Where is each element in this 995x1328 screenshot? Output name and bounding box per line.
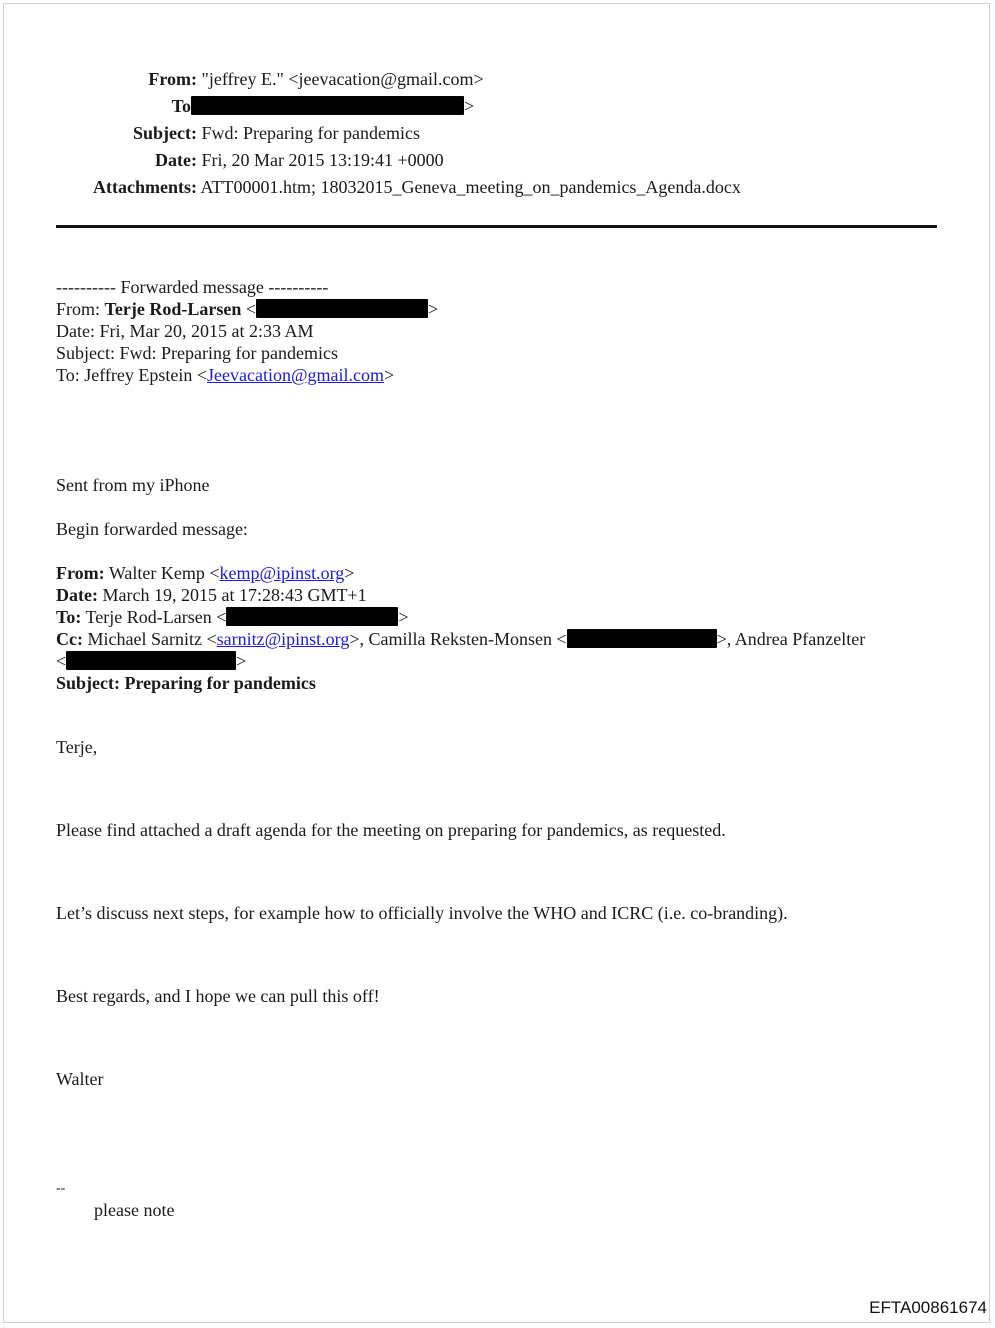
- body-signoff: Walter: [56, 1069, 104, 1089]
- forward2-to-label: To:: [56, 607, 82, 627]
- sent-from-line: Sent from my iPhone: [56, 475, 210, 495]
- header-to-suffix: >: [464, 96, 475, 116]
- header-from-label: From:: [148, 69, 197, 89]
- redaction-box: [191, 96, 464, 115]
- forward1-to-email-link[interactable]: Jeevacation@gmail.com: [207, 365, 385, 385]
- forward2-from-prefix: Walter Kemp <: [104, 563, 220, 583]
- body-paragraph-3: Best regards, and I hope we can pull this off!: [56, 986, 380, 1006]
- forward2-from-label: From:: [56, 563, 105, 583]
- forward2-date-label: Date:: [56, 585, 98, 605]
- body-paragraph-2: Let’s discuss next steps, for example how to officially involve the WHO and ICRC (i.e. co-branding).: [56, 903, 788, 923]
- forward2-cc-line2-open: <: [56, 651, 67, 671]
- forward2-cc-label: Cc:: [56, 629, 83, 649]
- header-divider: [56, 225, 937, 228]
- forward1-from-row: [56, 298, 438, 320]
- forward2-to-value: Terje Rod-Larsen <: [81, 607, 227, 627]
- forward1-divider: ---------- Forwarded message ----------: [56, 277, 329, 297]
- forward1-to-suffix: >: [384, 365, 395, 385]
- signature-separator: --: [56, 1181, 66, 1196]
- body-greeting: Terje,: [56, 737, 98, 757]
- forward2-date-value: March 19, 2015 at 17:28:43 GMT+1: [97, 585, 367, 605]
- forward1-from-open: <: [241, 299, 256, 319]
- signature-note: please note: [94, 1200, 175, 1220]
- forward2-from-email-link[interactable]: kemp@ipinst.org: [219, 563, 345, 583]
- forward2-from-row: [56, 562, 354, 584]
- forward2-to-suffix: >: [398, 607, 409, 627]
- forward1-to-row: [56, 364, 394, 386]
- body-paragraph-1: Please find attached a draft agenda for the meeting on preparing for pandemics, as requested.: [56, 820, 726, 840]
- header-subject-row: [84, 122, 420, 144]
- redaction-box: [66, 651, 236, 670]
- header-date-row: [84, 149, 444, 171]
- forward1-from-close: >: [428, 299, 439, 319]
- forward2-cc-line2-close: >: [236, 651, 247, 671]
- forward2-subject: Subject: Preparing for pandemics: [56, 673, 316, 693]
- forward1-date: Date: Fri, Mar 20, 2015 at 2:33 AM: [56, 321, 314, 341]
- forward2-cc-prefix: Michael Sarnitz <: [82, 629, 217, 649]
- redaction-box: [256, 299, 428, 318]
- forward1-from-name: Terje Rod-Larsen: [104, 299, 242, 319]
- document-id: EFTA00861674: [869, 1298, 987, 1317]
- begin-forwarded-line: Begin forwarded message:: [56, 519, 248, 539]
- redaction-box: [226, 607, 398, 626]
- header-from-value: "jeffrey E." <jeevacation@gmail.com>: [201, 69, 484, 89]
- forward1-subject: Subject: Fwd: Preparing for pandemics: [56, 343, 338, 363]
- forward2-from-suffix: >: [344, 563, 355, 583]
- header-attachments-value: ATT00001.htm; 18032015_Geneva_meeting_on_pandemics_Agenda.docx: [200, 177, 741, 197]
- forward1-to-prefix: To: Jeffrey Epstein <: [56, 365, 208, 385]
- forward2-cc-middle: >, Camilla Reksten-Monsen <: [349, 629, 567, 649]
- forward1-from-prefix: From:: [56, 299, 105, 319]
- forward2-cc-after: >, Andrea Pfanzelter: [716, 629, 866, 649]
- forward2-to-row: [56, 606, 409, 628]
- header-date-label: Date:: [155, 150, 197, 170]
- header-from-row: [84, 68, 484, 90]
- header-attachments-row: [84, 176, 741, 198]
- forward2-date-row: [56, 584, 367, 606]
- header-to-label: To: [171, 96, 191, 116]
- forward2-cc-email-link[interactable]: sarnitz@ipinst.org: [216, 629, 350, 649]
- forward2-cc-row: [56, 628, 865, 650]
- redaction-box: [567, 629, 717, 648]
- header-to-row: [84, 95, 474, 117]
- header-subject-value: Fwd: Preparing for pandemics: [201, 123, 420, 143]
- header-attachments-label: Attachments:: [93, 177, 197, 197]
- header-subject-label: Subject:: [133, 123, 197, 143]
- forward2-cc-continuation: [56, 650, 246, 672]
- header-date-value: Fri, 20 Mar 2015 13:19:41 +0000: [201, 150, 444, 170]
